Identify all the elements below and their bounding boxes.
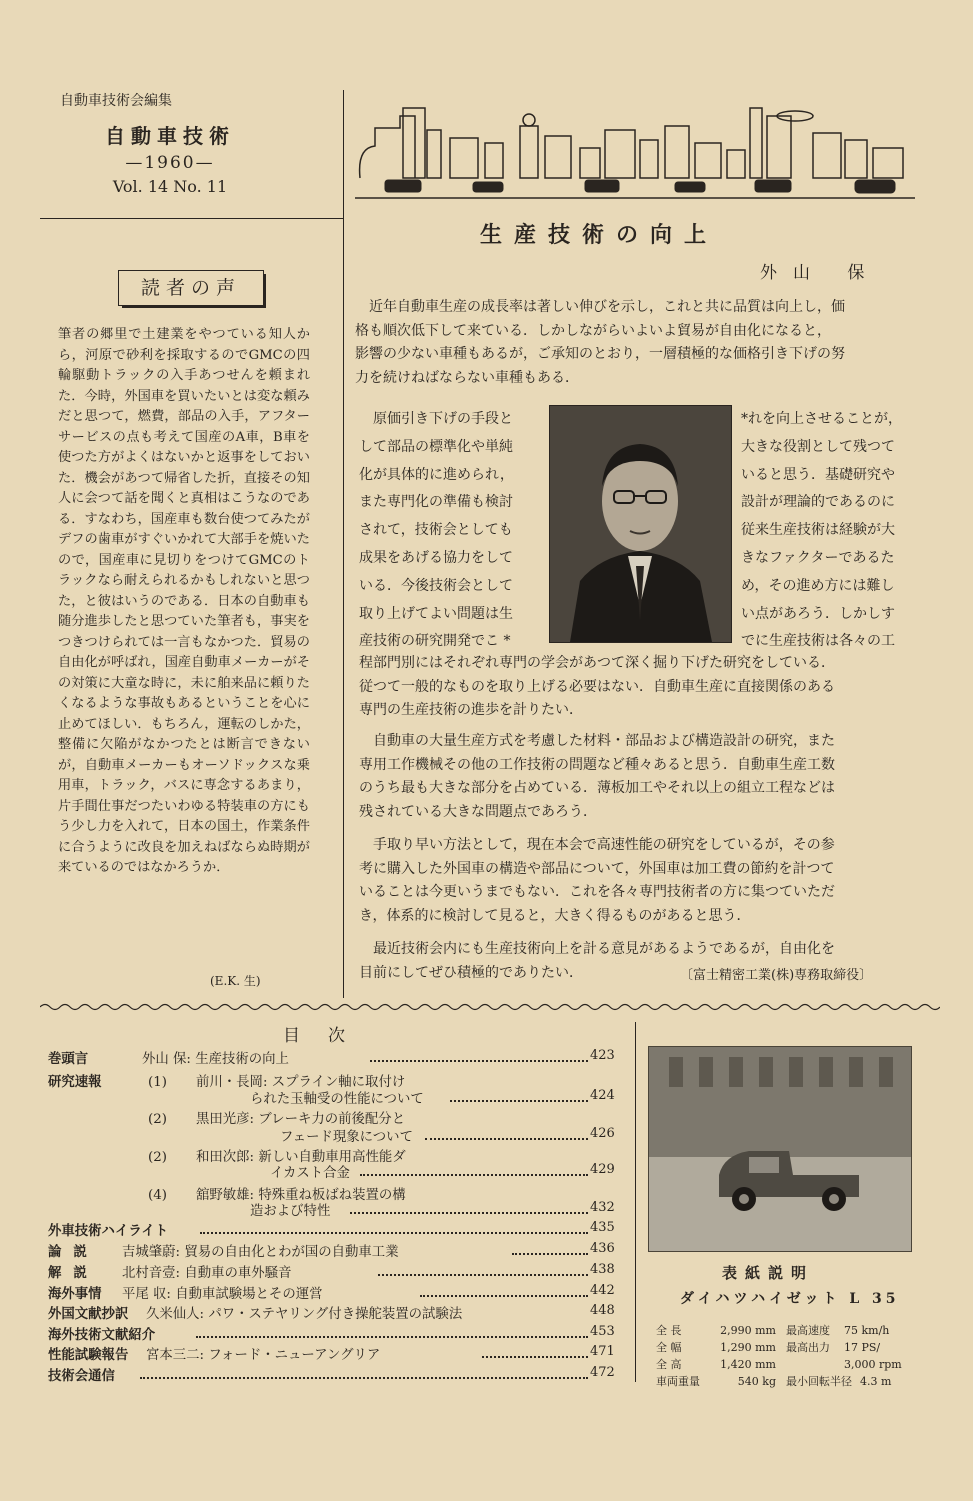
toc-category: 海外事情 [48, 1286, 102, 1302]
toc-number: (2) [148, 1112, 167, 1127]
text-line: 格も順次低下して来ている．しかしながらいよいよ貿易が自由化になると， [355, 322, 831, 339]
toc-leader [420, 1295, 588, 1297]
text-line: 力を続けねばならない車種もある． [355, 369, 579, 386]
text-line: 産技術の研究開発でこ * [359, 633, 511, 650]
toc-category: 論説 [48, 1244, 99, 1260]
text-line: い点があろう．しかしす [741, 605, 895, 622]
article-intro [355, 296, 925, 390]
toc-leader [482, 1356, 588, 1358]
toc-entry [48, 1344, 380, 1363]
toc-entry [48, 1048, 289, 1067]
toc-page: 423 [590, 1048, 615, 1063]
text-line: いることは今更いうまでもない．これを各々専門技術者の方に集つていただ [359, 884, 835, 901]
text-line: 化が具体的に進められ， [359, 466, 514, 483]
text-line: 専門の生産技術の進歩を計りたい． [359, 702, 583, 719]
spec-row [656, 1356, 902, 1372]
toc-category: 研究速報 [48, 1074, 102, 1090]
toc-text: 久米仙人: パワ・ステヤリング付き操舵装置の試験法 [146, 1307, 463, 1322]
spec-value: 3,000 rpm [844, 1358, 902, 1371]
spec-value: 2,990 mm [720, 1324, 776, 1337]
text-line: 考に購入した外国車の構造や部品について，外国車は加工費の節約を計つて [359, 860, 835, 877]
toc-leader [370, 1060, 588, 1062]
reader-voice-heading: 読者の声 [118, 270, 264, 306]
toc-entry [48, 1283, 323, 1302]
wavy-divider [40, 1000, 940, 1014]
toc-category: 技術会通信 [48, 1368, 115, 1384]
article-continued [359, 652, 929, 723]
toc-leader [140, 1377, 588, 1379]
column-rule [343, 90, 344, 998]
spec-row [656, 1322, 889, 1338]
toc-number: (1) [148, 1075, 167, 1090]
toc-page: 424 [590, 1088, 615, 1103]
text-line: 最近技術会内にも生産技術向上を計る意見があるようであるが，自由化を [373, 941, 835, 957]
toc-page: 436 [590, 1241, 615, 1256]
portrait-figure [550, 406, 731, 642]
toc-text-continued: イカスト合金 [270, 1166, 350, 1181]
toc-category: 外車技術ハイライト [48, 1223, 169, 1239]
text-line: め，その進め方には難し [741, 577, 895, 594]
toc-text: 外山 保: 生産技術の向上 [142, 1052, 289, 1067]
toc-page: 471 [590, 1344, 615, 1359]
text-line: のうち最も大きな部分を占めている．薄板加工やそれ以上の組立工程などは [359, 780, 835, 797]
text-line: でに生産技術は各々の工 [741, 633, 895, 650]
toc-column-rule [635, 1022, 636, 1382]
text-line: 近年自動車生産の成長率は著しい伸びを示し，これと共に品質は向上し，価 [369, 299, 845, 315]
toc-text: 舘野敏雄: 特殊重ね板ばね装置の構 [196, 1188, 406, 1203]
article-title: 生産技術の向上 [480, 222, 719, 248]
text-line: 影響の少ない車種もあるが，ご承知のとおり，一層積極的な価格引き下げの努 [355, 346, 845, 363]
text-line: 設計が理論的であるのに [741, 494, 895, 511]
text-line: 従来生産技術は経験が大 [741, 522, 895, 539]
text-line: 取り上げてよい問題は生 [359, 605, 513, 622]
spec-value: 75 km/h [844, 1324, 890, 1337]
text-line: いると思う．基礎研究や [741, 466, 895, 483]
spec-value: 540 kg [737, 1375, 776, 1388]
spec-label: 最高出力 [786, 1341, 830, 1354]
toc-text-continued: られた玉軸受の性能について [250, 1092, 424, 1107]
spec-row [656, 1373, 891, 1389]
cover-caption-subtitle: ダイハツハイゼット L 35 [680, 1291, 900, 1307]
toc-page: 442 [590, 1283, 615, 1298]
article-paragraph-2 [359, 730, 929, 824]
text-line: *れを向上させることが， [741, 411, 902, 427]
toc-text: 和田次郎: 新しい自動車用高性能ダ [196, 1150, 406, 1165]
toc-leader [360, 1174, 588, 1176]
toc-category: 巻頭言 [48, 1051, 89, 1067]
toc-entry [48, 1262, 291, 1281]
toc-text: 吉城肇蔚: 貿易の自由化とわが国の自動車工業 [122, 1245, 399, 1260]
magazine-title: 自動車技術 [105, 124, 235, 148]
text-line: 自動車の大量生産方式を考慮した材料・部品および構造設計の研究，また [373, 733, 835, 749]
text-line: 専用工作機械その他の工作技術の問題など種々あると思う．自動車生産工数 [359, 756, 835, 773]
toc-leader [350, 1212, 588, 1214]
toc-page: 453 [590, 1324, 615, 1339]
toc-category: 海外技術文献紹介 [48, 1327, 156, 1343]
toc-number: (2) [148, 1150, 167, 1165]
spec-label: 全 高 [656, 1358, 682, 1371]
toc-page: 472 [590, 1365, 615, 1380]
author-portrait [549, 405, 732, 643]
volume-number: Vol. 14 No. 11 [112, 177, 228, 196]
text-line: されて，技術会としても [359, 522, 513, 539]
toc-text: 黒田光彦: ブレーキ力の前後配分と [196, 1112, 406, 1127]
reader-voice-body: 筆者の郷里で土建業をやつている知人から，河原で砂利を採取するのでGMCの四輪駆動トラックの入手あつせんを頼まれた．今時，外国車を買いたいとは変な頼みだと思つて，燃費，部品の入手，アフターサービスの点も考えて国産のA車，B車を使つた方がよくはないかと返事をしておいた．機会があつて帰省した折，直接その知人に会つて話を聞くと真相はこうなのである．すなわち，国産車も数台使つてみたがデフの歯車がすぐいかれて大部手を焼いたので，国産車に見切りをつけてGMCのトラックなら耐えられるかもしれないと思つた，と彼はいうのである．日本の自動車も随分進歩したと思つていた筆者も，事実をつきつけられては一言もなかつた．貿易の自由化が呼ばれ，国産自動車メーカーがその対策に大童な時に，未に舶来品に頼りたくなるような事故もあるということを心に止めてほしい．もちろん，運転のしかた，整備に欠陥がなかつたとは断言できないが，自動車メーカーもオーソドックスな乗用車，トラック，バスに専念するあまり，片手間仕事だつたいわゆる特装車の方にもう少し力を入れて，日本の国土，作業条件に合うように改良を加えねばならぬ時期が来ているのではなかろうか． [58, 327, 310, 875]
toc-entry [48, 1365, 115, 1384]
text-line: き，体系的に検討して見ると，大きく得るものがあると思う． [359, 907, 751, 924]
masthead [60, 90, 280, 196]
magazine-year: —1960— [125, 153, 215, 173]
text-line: 目前にしてぜひ積極的でありたい． [359, 964, 583, 981]
spec-value: 4.3 m [860, 1375, 892, 1388]
spec-row [656, 1339, 880, 1355]
toc-entry [48, 1303, 462, 1322]
spec-value: 1,290 mm [720, 1341, 776, 1354]
spec-value: 17 PS/ [844, 1341, 881, 1354]
article-left-column [359, 406, 514, 656]
toc-leader [196, 1336, 588, 1338]
text-line: いる．今後技術会として [359, 577, 513, 594]
toc-category: 性能試験報告 [48, 1347, 129, 1363]
toc-text: 前川・長岡: スプライン軸に取付け [196, 1075, 406, 1090]
cover-caption-title: 表紙説明 [722, 1264, 815, 1282]
masthead-rule [40, 218, 343, 219]
toc-page: 429 [590, 1162, 615, 1177]
toc-page: 448 [590, 1303, 615, 1318]
article-right-column [741, 406, 902, 656]
article-author: 外山 保 [760, 263, 881, 283]
toc-entry [48, 1220, 168, 1239]
toc-text-continued: フェード現象について [280, 1130, 413, 1145]
text-line: 成果をあげる協力をして [359, 549, 513, 566]
city-skyline-illustration [355, 88, 915, 210]
toc-entry [48, 1241, 399, 1260]
spec-label: 車両重量 [656, 1375, 700, 1388]
text-line: 手取り早い方法として，現在本会で高速性能の研究をしているが，その参 [373, 837, 835, 853]
toc-text: 宮本三二: フォード・ニューアングリア [146, 1348, 381, 1363]
toc-text-continued: 造および特性 [250, 1204, 331, 1219]
toc-page: 432 [590, 1200, 615, 1215]
toc-leader [378, 1274, 588, 1276]
spec-label: 全 幅 [656, 1341, 682, 1354]
toc-entry [48, 1324, 155, 1343]
toc-page: 438 [590, 1262, 615, 1277]
spec-label: 最小回転半径 [786, 1375, 852, 1388]
spec-value: 1,420 mm [720, 1358, 776, 1371]
toc-category: 解説 [48, 1265, 99, 1281]
toc-entry [148, 1108, 405, 1127]
toc-number: (4) [148, 1188, 167, 1203]
toc-text: 平尾 収: 自動車試験場とその運営 [122, 1287, 323, 1302]
text-line: また専門化の準備も検討 [359, 494, 513, 511]
article-paragraph-3 [359, 834, 929, 928]
reader-voice-signature: (E.K. 生) [210, 974, 261, 988]
toc-category: 外国文献抄訳 [48, 1306, 129, 1322]
toc-leader [200, 1232, 588, 1234]
text-line: 大きな役割として残つて [741, 438, 895, 455]
text-line: 残されている大きな問題点であろう． [359, 803, 597, 820]
author-affiliation: 〔富士精密工業(株)専務取締役〕 [680, 968, 873, 983]
toc-page: 426 [590, 1126, 615, 1141]
toc-leader [512, 1253, 588, 1255]
spec-label: 最高速度 [786, 1324, 830, 1337]
truck-image [649, 1047, 911, 1251]
toc-leader [425, 1138, 588, 1140]
spec-label: 全 長 [656, 1324, 682, 1337]
toc-leader [450, 1100, 588, 1102]
text-line: きなファクターであるた [741, 549, 895, 566]
toc-text: 北村音壹: 自動車の車外騒音 [122, 1266, 292, 1281]
text-line: 従つて一般的なものを取り上げる必要はない．自動車生産に直接関係のある [359, 678, 835, 695]
toc-page: 435 [590, 1220, 615, 1235]
text-line: 原価引き下げの手段と [373, 411, 513, 427]
toc-title: 目次 [283, 1026, 373, 1046]
text-line: して部品の標準化や単純 [359, 438, 513, 455]
text-line: 程部門別にはそれぞれ専門の学会があつて深く掘り下げた研究をしている． [359, 655, 835, 671]
publisher: 自動車技術会編集 [60, 93, 172, 109]
cover-photo [648, 1046, 912, 1252]
